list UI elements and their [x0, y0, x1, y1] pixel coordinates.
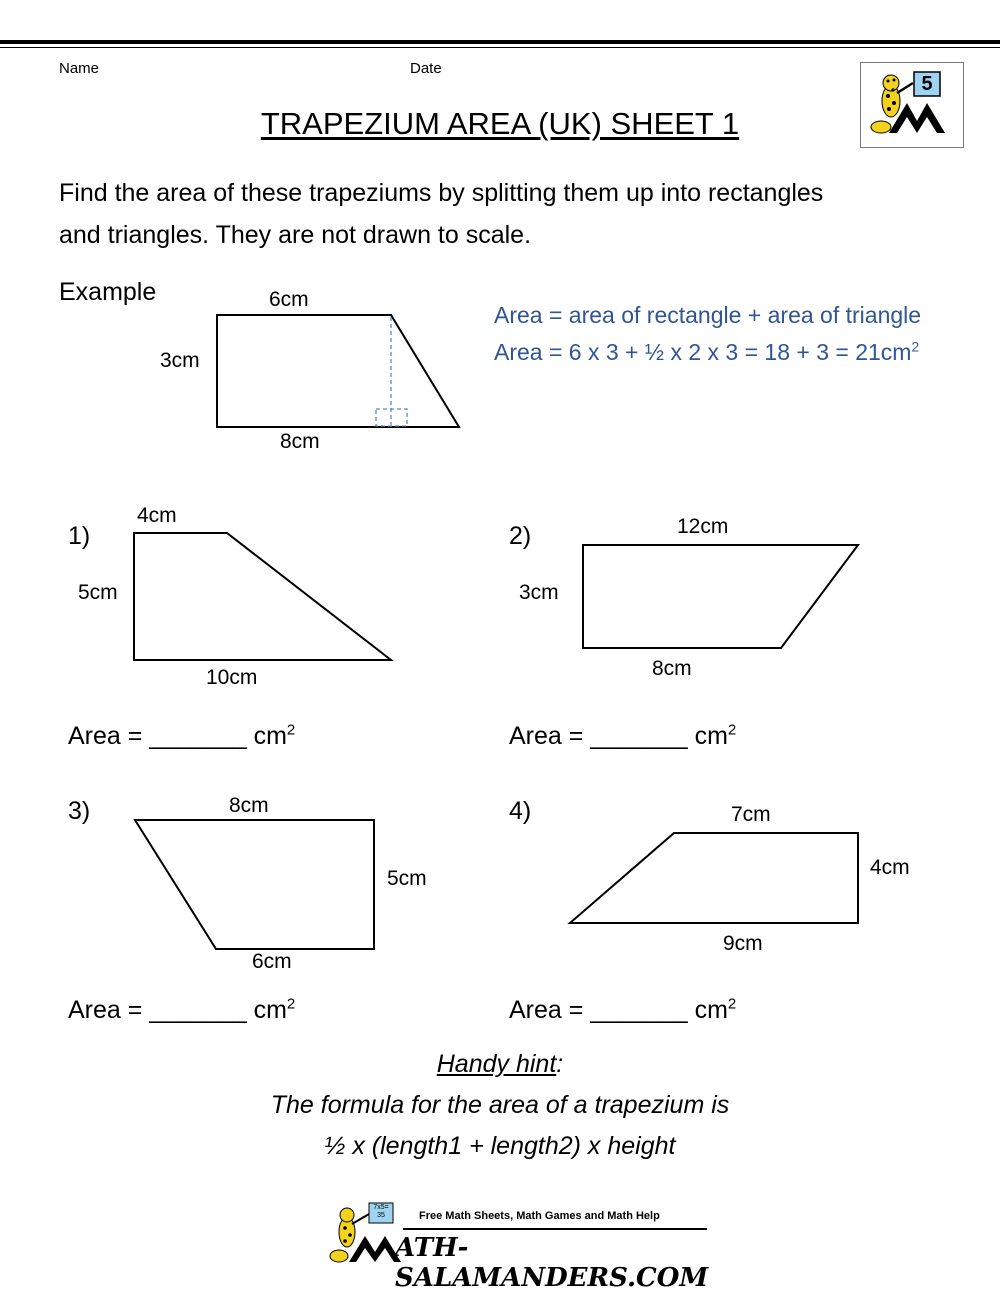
q1-bottom-label: 10cm	[206, 666, 258, 689]
q4-bottom-label: 9cm	[723, 932, 763, 955]
q3-side-label: 5cm	[387, 867, 427, 890]
q2-side-label: 3cm	[519, 581, 559, 604]
instructions-line-1: Find the area of these trapeziums by splitting them up into rectangles	[59, 179, 824, 207]
q4-side-label: 4cm	[870, 856, 910, 879]
q4-top-label: 7cm	[731, 803, 771, 826]
hint-line-2: ½ x (length1 + length2) x height	[324, 1132, 676, 1160]
q4-answer: Area = _______ $cm^2$	[509, 995, 737, 1024]
q3-top-label: 8cm	[229, 794, 269, 817]
footer-brand: ATH-SALAMANDERS.COM	[395, 1233, 709, 1293]
q2-top-label: 12cm	[677, 515, 729, 538]
q3-answer: Area = _______ $cm^2$	[68, 995, 296, 1024]
name-label: Name	[59, 60, 100, 77]
footer-tagline: Free Math Sheets, Math Games and Math Help	[419, 1210, 660, 1222]
hint-title: Handy hint:	[436, 1050, 564, 1078]
q2-answer: Area = _______ $cm^2$	[509, 721, 737, 750]
hint-line-1: The formula for the area of a trapezium is	[270, 1091, 730, 1119]
q1-top-label: 4cm	[137, 504, 177, 527]
footer-logo	[325, 1200, 710, 1293]
q3-number: 3)	[68, 797, 91, 825]
example-formula-1: Area = area of rectangle + area of triangle	[494, 302, 922, 328]
footer-logo-sign: 7x5= 35	[373, 1204, 389, 1219]
example-label: Example	[59, 278, 157, 306]
instructions-line-2: and triangles. They are not drawn to scale.	[59, 221, 532, 249]
q4-number: 4)	[509, 797, 532, 825]
q3-bottom-label: 6cm	[252, 950, 292, 973]
example-bottom-label: 8cm	[280, 430, 320, 453]
q2-number: 2)	[509, 522, 532, 550]
example-left-label: 3cm	[160, 349, 200, 372]
q1-number: 1)	[68, 522, 91, 550]
example-formula-2: Area = 6 x 3 + ½ x 2 x $3 = 18 + 3 = 21cm^2$	[494, 339, 920, 365]
q1-answer: Area = _______ $cm^2$	[68, 721, 296, 750]
level-badge: 5	[921, 73, 933, 95]
page-title: TRAPEZIUM AREA (UK) SHEET 1	[260, 106, 740, 141]
q1-side-label: 5cm	[78, 581, 118, 604]
example-top-label: 6cm	[269, 288, 309, 311]
q2-bottom-label: 8cm	[652, 657, 692, 680]
date-label: Date	[410, 60, 442, 77]
